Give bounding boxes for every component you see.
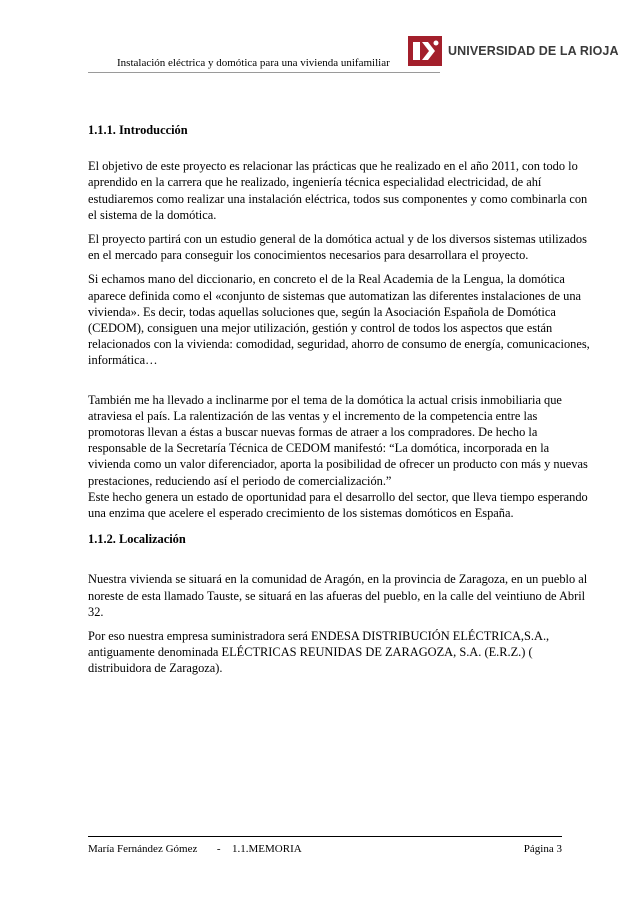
paragraph: Nuestra vivienda se situará en la comunidad de Aragón, en la provincia de Zaragoza, en un pueblo al noreste de esta llamado Tauste, se situará en las afueras del pueblo, en la calle del veintiuno de Abril 32. (88, 572, 588, 619)
header-divider (88, 72, 440, 73)
paragraph: Si echamos mano del diccionario, en concreto el de la Real Academia de la Lengua, la domótica aparece definida como el «conjunto de sistemas que automatizan las diferentes instalaciones de una vivienda». Es decir, todas aquellas soluciones que, según la Asociación Española de Domótica (CEDOM), consiguen una mejor utilización, gestión y control de todos los aspectos que están relacionados con la vivienda: comodidad, seguridad, ahorro de consumo de energía, comunicaciones, informática… (88, 272, 590, 368)
university-logo (408, 36, 619, 66)
paragraph: El proyecto partirá con un estudio general de la domótica actual y de los diversos sistemas utilizados en el mercado para conseguir los conocimientos necesarios para desarrollara el proyecto. (88, 232, 587, 263)
document-body (88, 118, 594, 677)
paragraph: El objetivo de este proyecto es relacionar las prácticas que he realizado en el año 2011, con todo lo aprendido en la carrera que he realizado, ingeniería técnica especialidad electricidad, de ahí estudiaremos como realizar una instalación eléctrica, todos sus componentes y como combinarla con el sistema de la domótica. (88, 159, 588, 222)
university-logo-icon (408, 36, 442, 66)
section-heading-localizacion: 1.1.2. Localización (88, 532, 186, 547)
section-heading-introduccion: 1.1.1. Introducción (88, 123, 188, 137)
paragraph: También me ha llevado a inclinarme por el tema de la domótica la actual crisis inmobiliaria que atraviesa el país. La ralentización de las ventas y el incremento de la competencia entre las promotoras llevan a éstas a buscar nuevas formas de atraer a los compradores. De hecho la responsable de la Secretaría Técnica de CEDOM manifestó: “La domótica, incorporada en la vivienda como un valor diferenciador, aporta la posibilidad de ofrecer un producto con más y nuevas prestaciones, reduciendo así el periodo de comercialización.” (88, 392, 588, 488)
header-title: Instalación eléctrica y domótica para una vivienda unifamiliar (117, 57, 390, 69)
footer-author: María Fernández Gómez (88, 843, 198, 855)
footer-document: 1.1.MEMORIA (232, 843, 302, 855)
paragraph: Este hecho genera un estado de oportunidad para el desarrollo del sector, que lleva tiempo esperando una enzima que acelere el esperado crecimiento de los sistemas domóticos en España. (88, 489, 588, 521)
page-footer (88, 843, 562, 855)
footer-left (88, 843, 302, 855)
footer-page-number: Página 3 (523, 843, 562, 855)
footer-separator: - (216, 843, 221, 855)
paragraph: Por eso nuestra empresa suministradora será ENDESA DISTRIBUCIÓN ELÉCTRICA,S.A., antiguamente denominada ELÉCTRICAS REUNIDAS DE ZARAGOZA, S.A. (E.R.Z.) ( distribuidora de Zaragoza). (88, 629, 550, 676)
university-logo-text: UNIVERSIDAD DE LA RIOJA (448, 44, 619, 58)
footer-divider (88, 836, 562, 837)
